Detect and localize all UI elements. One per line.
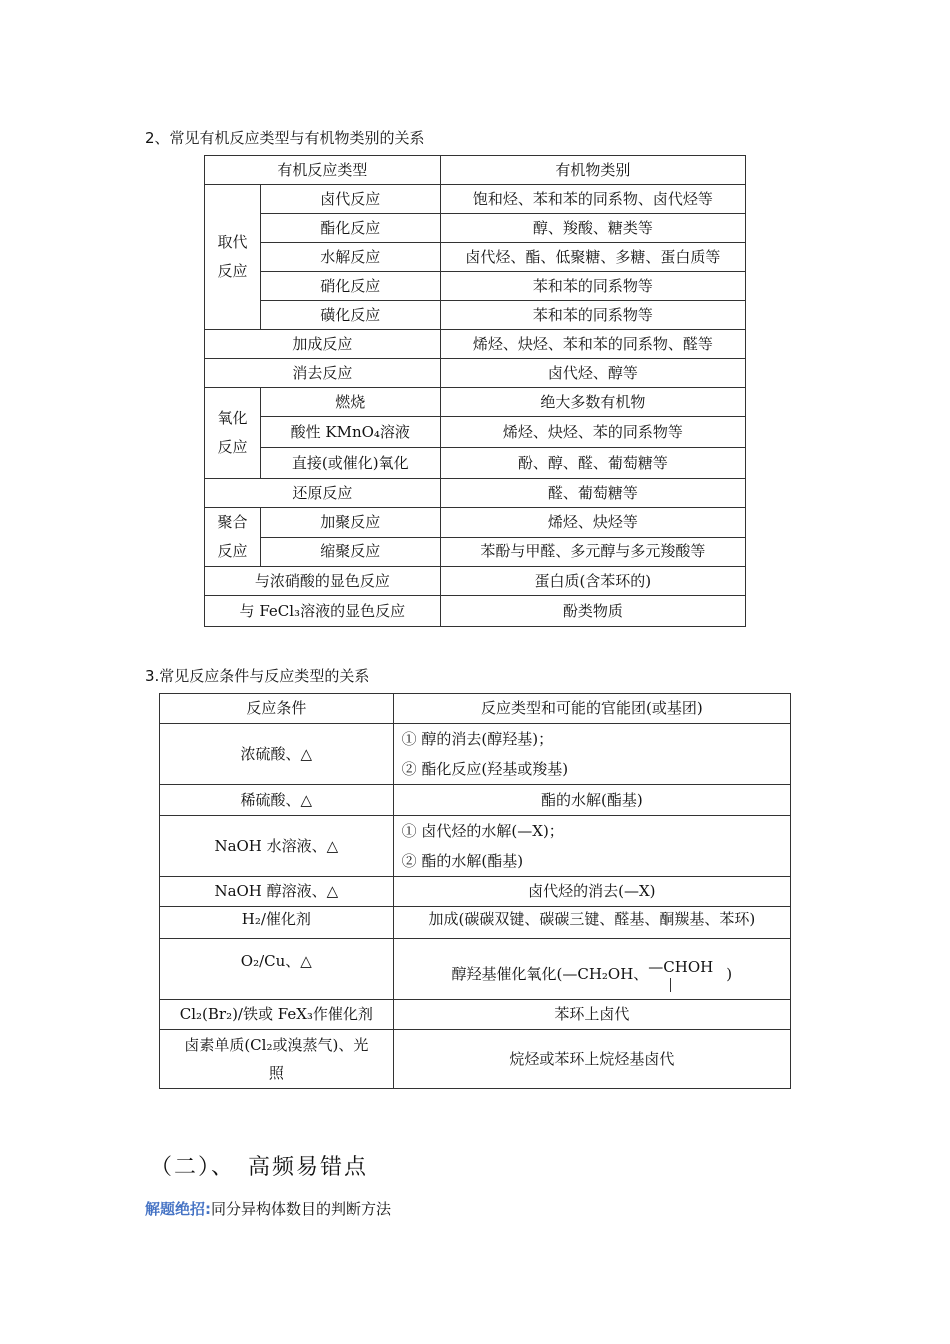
reaction-condition-table [159,693,791,1089]
table-cell: 醇、羧酸、糖类等 [440,214,745,243]
choh-label: —CHOH [648,958,714,976]
table-cell: 消去反应 [205,359,441,388]
table-row [205,596,746,627]
table-row [205,448,746,479]
section2-title: 2、常见有机反应类型与有机物类别的关系 [145,129,425,147]
bond-line [670,978,671,992]
table-cell: 与浓硝酸的显色反应 [205,567,441,596]
table-cell: 苯环上卤代 [393,1000,790,1030]
table-cell: 苯和苯的同系物等 [440,272,745,301]
table-cell: 燃烧 [260,388,440,417]
table-cell: Cl₂(Br₂)/铁或 FeX₃作催化剂 [160,1000,394,1030]
tip-line [145,1198,391,1219]
table-row [205,301,746,330]
table-row [160,877,791,907]
table-cell: 与 FeCl₃溶液的显色反应 [205,596,441,627]
choh-structure [648,957,726,993]
table-cell [160,1030,394,1089]
table-cell: 卤代烃的消去(—X) [393,877,790,907]
cell-line: 照 [268,1064,284,1082]
tip-text: 同分异构体数目的判断方法 [211,1200,392,1218]
table-cell: 烯烃、炔烃、苯的同系物等 [440,417,745,448]
cell-line: ② 酯化反应(羟基或羧基) [401,760,569,778]
group-cell-polymerization [205,508,261,567]
table-row [160,907,791,939]
group-label: 聚合 [217,513,248,531]
group-cell-oxidation [205,388,261,479]
table-row [205,388,746,417]
reaction-type-table [204,155,746,627]
table-cell [393,816,790,877]
table-cell: 酯的水解(酯基) [393,785,790,816]
group-label: 反应 [217,542,248,560]
table-row [205,214,746,243]
cell-line: ① 醇的消去(醇羟基)； [401,730,554,748]
table-row [205,537,746,567]
header-cell: 反应类型和可能的官能团(或基团) [393,694,790,724]
table-cell [393,724,790,785]
table-row [160,816,791,877]
table-cell: 烷烃或苯环上烷烃基卤代 [393,1030,790,1089]
table-row [205,359,746,388]
table-cell: 加成(碳碳双键、碳碳三键、醛基、酮羰基、苯环) [393,907,790,939]
tip-label: 解题绝招 [145,1200,206,1218]
table-cell: 蛋白质(含苯环的) [440,567,745,596]
tip-colon: : [205,1200,212,1218]
table-row [205,567,746,596]
table-cell: 加聚反应 [260,508,440,538]
header-cell: 反应条件 [160,694,394,724]
table-row [160,1000,791,1030]
header-cell: 有机反应类型 [205,156,441,185]
table-row [205,479,746,508]
table-cell: O₂/Cu、△ [160,939,394,1000]
group-label: 氧化 [217,409,248,427]
table-cell: 烯烃、炔烃、苯和苯的同系物、醛等 [440,330,745,359]
group-label: 反应 [217,438,248,456]
table-cell: 醛、葡萄糖等 [440,479,745,508]
table-cell: 直接(或催化)氧化 [260,448,440,479]
table-row [205,243,746,272]
group-label: 取代 [217,233,248,251]
table-cell: NaOH 醇溶液、△ [160,877,394,907]
cell-text: 醇羟基催化氧化(—CH₂OH、 [451,965,649,983]
table-row [205,272,746,301]
table-header-row [160,694,791,724]
table-cell: 绝大多数有机物 [440,388,745,417]
section-title: （二）、 高频易错点 [150,1155,369,1180]
table-cell: H₂/催化剂 [160,907,394,939]
cell-line: ① 卤代烃的水解(—X)； [401,822,564,840]
table-cell: 卤代烃、酯、低聚糖、多糖、蛋白质等 [440,243,745,272]
table-row [160,724,791,785]
table-row [205,508,746,538]
table-cell: 卤代反应 [260,185,440,214]
section3-title: 3.常见反应条件与反应类型的关系 [145,667,370,685]
table-row [205,330,746,359]
table-cell: 水解反应 [260,243,440,272]
table-cell: 苯酚与甲醛、多元醇与多元羧酸等 [440,537,745,567]
group-cell-substitution [205,185,261,330]
table-cell: 稀硫酸、△ [160,785,394,816]
table-header-row [205,156,746,185]
cell-text: ) [726,965,733,983]
table-cell: 缩聚反应 [260,537,440,567]
table-row [205,417,746,448]
table-cell: 苯和苯的同系物等 [440,301,745,330]
table-cell: 浓硫酸、△ [160,724,394,785]
cell-line: ② 酯的水解(酯基) [401,852,524,870]
table-cell: 烯烃、炔烃等 [440,508,745,538]
table-row [205,185,746,214]
table-cell: 加成反应 [205,330,441,359]
table-cell: 酚、醇、醛、葡萄糖等 [440,448,745,479]
table-cell: 饱和烃、苯和苯的同系物、卤代烃等 [440,185,745,214]
table-cell [393,939,790,1000]
table-row [160,1030,791,1089]
cell-line: 卤素单质(Cl₂或溴蒸气)、光 [184,1036,369,1054]
table-cell: 磺化反应 [260,301,440,330]
table-row [160,785,791,816]
table-cell: 卤代烃、醇等 [440,359,745,388]
table-cell: 酯化反应 [260,214,440,243]
group-label: 反应 [217,262,248,280]
header-cell: 有机物类别 [440,156,745,185]
table-cell: 还原反应 [205,479,441,508]
table-row [160,939,791,1000]
table-cell: 硝化反应 [260,272,440,301]
table-cell: 酸性 KMnO₄溶液 [260,417,440,448]
table-cell: 酚类物质 [440,596,745,627]
table-cell: NaOH 水溶液、△ [160,816,394,877]
